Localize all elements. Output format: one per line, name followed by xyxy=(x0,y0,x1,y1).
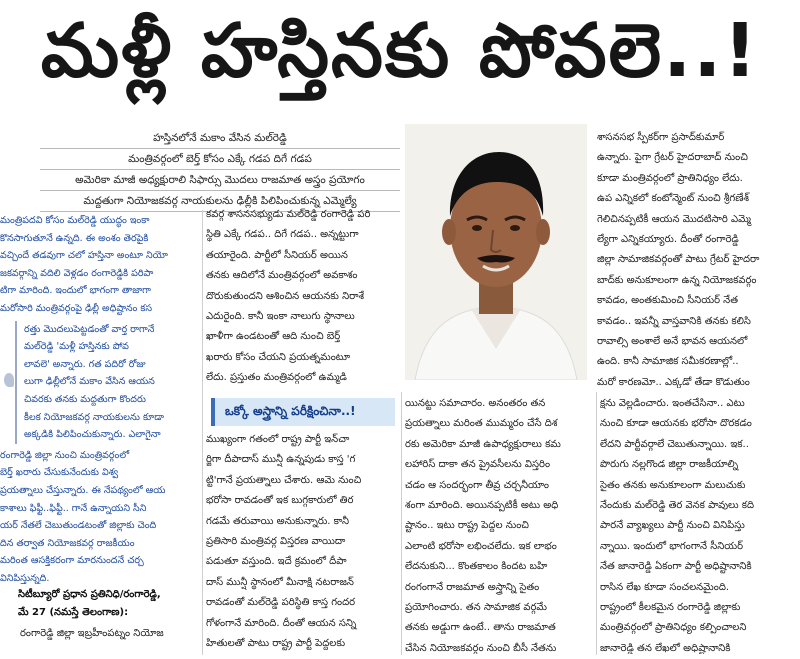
article-line: దాస్ మున్షీ స్థానంలో మీనాక్షి నటరాజన్ xyxy=(206,576,354,588)
subheading: అమెరికా మాజీ అధ్యక్షురాలి సిఫార్సు మొదలు రాజమాత అస్త్రం ప్రయోగం xyxy=(40,170,400,191)
article-line: రాష్ట్రంలో కీలకమైన రంగారెడ్డి జిల్లాకు xyxy=(600,602,741,614)
quote-line: కీలక నియోజకవర్గ నాయకులను కూడా xyxy=(24,411,164,423)
article-line: న్నాయి. ఇందులో భాగంగానే సీనియర్ xyxy=(600,540,744,552)
intro-line: ప్రయత్నాలు చేస్తున్నారు. ఈ నేపథ్యంలో ఆయ xyxy=(0,484,166,496)
subheadings xyxy=(40,128,400,212)
pull-quote xyxy=(24,321,196,444)
article-line: మరో కారణమో.. ఎక్కడో తేడా కొడుతుం xyxy=(597,376,750,388)
article-line: పడుతూ వస్తుంది. ఇదే క్రమంలో దీపా xyxy=(206,556,347,568)
quote-line: మల్‌రెడ్డి 'మళ్లీ హస్తినకు పోవ xyxy=(24,341,129,353)
column-divider xyxy=(202,210,203,655)
article-line: శాసనసభ స్పీకర్‌గా ప్రసాద్‌కుమార్ xyxy=(597,132,725,143)
article-line: ఎదురైంది. కానీ ఇంకా నాలుగు స్థానాలు xyxy=(206,311,355,323)
article-line: ఉన్నారు. పైగా గ్రేటర్ హైదరాబాద్ నుంచి xyxy=(597,152,748,164)
quote-line: అక్కడికి పిలిపించుకున్నారు. ఎలాగైనా xyxy=(24,429,161,441)
intro-line: యర్ నేతలే చెబుతుండటంతో జిల్లాకు చెంది xyxy=(0,520,157,532)
article-line: చేసిన నియోజకవర్గం నుంచి బీసీ నేతను xyxy=(405,642,557,654)
article-line: ముఖ్యంగా గతంలో రాష్ట్ర పార్టీ ఇన్‌చా xyxy=(206,434,350,445)
quote-line: లావలె' అన్నారు. గత పదిరో రోజు xyxy=(24,358,146,370)
article-line: జిల్లా సామాజికవర్గంతో పాటు గ్రేటర్ హైదరా xyxy=(597,254,760,266)
byline-date: మే 27 (నమస్తే తెలంగాణ): xyxy=(18,607,129,618)
byline-reporter: సిటీబ్యూరో ప్రధాన ప్రతినిధి/రంగారెడ్డి, xyxy=(18,589,161,600)
article-line: రాసిన లేఖ కూడా సంచలనమైంది. xyxy=(600,581,730,593)
article-line: ఉప ఎన్నికలో కంటోన్మెంట్ నుంచి శ్రీగణేశ్ xyxy=(597,193,749,205)
article-line: యినట్టు సమాచారం. అనంతరం తన xyxy=(405,398,546,409)
intro-line: జకవర్గాన్ని వదిలి వెళ్లడం రంగారెడ్డికి పరిపా xyxy=(0,267,154,279)
article-line: జానారెడ్డి తన లేఖలో అధిష్టానానికి xyxy=(600,642,731,654)
article-line: ప్రయత్నాలు మరింత ముమ్మరం చేసే దిశ xyxy=(405,418,558,430)
article-line: నేందుకు మల్‌రెడ్డి తెర వెనక పావులు కది xyxy=(600,500,755,512)
article-line: ష్టానం.. ఇటు రాష్ట్ర పెద్దల నుంచి xyxy=(405,520,529,532)
article-column-b xyxy=(405,394,595,654)
intro-line: బెర్త్ ఖరారు చేసుకునేందుకు విశ్వ xyxy=(0,467,119,479)
section-banner: ఒక్కో అస్త్రాన్ని పరీక్షించినా..! xyxy=(211,398,395,426)
article-line: లేదు. ప్రస్తుతం మంత్రివర్గంలో ఉమ్మడి xyxy=(206,372,347,384)
quote-line: చివరకు తనకు మద్దతుగా కొందరు xyxy=(24,393,146,405)
intro-line: వచ్చిందే తడవుగా చలో హస్తినా అంటూ నియో xyxy=(0,250,168,262)
article-line: కావడం, అంతకుమించి సీనియర్ నేత xyxy=(597,295,738,307)
article-line xyxy=(206,654,399,655)
intro-line: మరోసారి మంత్రివర్గంపై ఢిల్లీ అధిష్టానం కస xyxy=(0,302,152,314)
article-line: రంగంగానే రాజమాత అస్త్రాన్ని సైతం xyxy=(405,581,540,593)
intro-line: కొనసాగుతూనే ఉన్నది. ఈ అంశం తెరపైకి xyxy=(0,232,149,244)
intro-highlight xyxy=(0,212,196,584)
article-line: చడం ఆ సందర్భంగా తీవ్ర చర్చనీయాం xyxy=(405,479,550,491)
article-line: కూడా మంత్రివర్గంలో ప్రాతినిధ్యం లేదు. xyxy=(597,172,743,184)
article-line: నేత జానారెడ్డి ఏకంగా పార్టీ అధిష్టానానికి xyxy=(600,561,752,573)
subheading: మంత్రివర్గంలో బెర్త్ కోసం ఎక్కే గడప దిగే గడప xyxy=(40,149,400,170)
subheading: మద్దతుగా నియోజకవర్గ నాయకులను ఢిల్లీకి పిలిపించుకున్న ఎమ్మెల్యే xyxy=(40,191,400,212)
article-line: శంగా మారింది. అయినప్పటికీ అటు అధి xyxy=(405,500,559,512)
article-line: కావడం.. ఇవన్నీ వాస్తవానికి తనకు కలిసి xyxy=(597,315,751,327)
intro-line: మంత్రిపదవి కోసం మల్‌రెడ్డి యుద్ధం ఇంకా xyxy=(0,215,150,226)
article-line: దొరుకుతుందని ఆశించిన ఆయనకు నిరాశే xyxy=(206,290,364,302)
article-line: తనకు అడ్డుగా ఉంటే.. తాను రాజమాత xyxy=(405,622,556,634)
article-line: గెలిచినప్పటికీ ఆయన మొదటిసారి ఎమ్మె xyxy=(597,213,752,225)
article-line: లేదనుకుని... కొంతకాలం కిందట బహి xyxy=(405,561,548,573)
article-line: నుంచి కూడా ఆయనకు భరోసా దొరకడం xyxy=(600,418,752,430)
article-line: మంత్రివర్గంలో ప్రాతినిధ్యం కల్పించాలని xyxy=(600,622,747,634)
article-column-a xyxy=(206,430,399,655)
intro-line: కాశాలు ఫిఫ్టీ..ఫిఫ్టీ.. గానే ఉన్నాయని సీని xyxy=(0,502,147,514)
article-line: బాద్‌కు అనుకూలంగా ఉన్న నియోజకవర్గం xyxy=(597,274,757,286)
article-line: పారనే వ్యాఖ్యలు పార్టీ నుంచి వినిపిస్తు xyxy=(600,520,745,532)
intro-line: టిగా మారింది. ఇందులో భాగంగా తాజాగా xyxy=(0,285,151,297)
article-line: ఖరారు కోసం చేయని ప్రయత్నమంటూ xyxy=(206,351,351,363)
intro-line: దిన తర్వాత నియోజకవర్గ రాజకీయం xyxy=(0,537,135,549)
article-line: హితులతో పాటు రాష్ట్ర పార్టీ పెద్దలకు xyxy=(206,638,346,650)
article-line: పొరుగు నల్లగొండ జిల్లా రాజకీయాల్ని xyxy=(600,459,739,471)
article-line: ఖాళీగా ఉండటంతో ఆది నుంచి బెర్త్ xyxy=(206,331,341,343)
article-line: ట్టి'గానే ప్రయత్నాలు చేశారు. ఆమె నుంచి xyxy=(206,474,362,486)
article-line: భరోసా రావడంతో ఇక బుగ్గకారులో తిర xyxy=(206,495,354,507)
politician-portrait xyxy=(405,124,587,380)
article-line: ప్రయోగించారు. తన సామాజిక వర్గమే xyxy=(405,602,547,614)
article-line: లేదని పార్టీవర్గాలే చెబుతున్నాయి. ఇక.. xyxy=(600,438,749,450)
article-line: గడమే తరువాయి అనుకున్నారు. కానీ xyxy=(206,515,350,527)
quote-mark-icon xyxy=(4,373,14,387)
headline: మళ్లీ హస్తినకు పోవలె..! xyxy=(40,8,760,94)
quote-line: లుగా ఢిల్లీలోనే మకాం వేసిన ఆయన xyxy=(24,376,155,388)
quote-bar xyxy=(15,321,17,444)
article-line: రావాల్సి అంశాలే అనే భావన ఆయనలో xyxy=(597,336,748,348)
column-divider xyxy=(596,392,597,655)
article-line: రకు అమెరికా మాజీ ఉపాధ్యక్షురాలు కమ xyxy=(405,438,561,450)
byline xyxy=(18,586,198,622)
article-line: ప్రతిసారి మంత్రివర్గ విస్తరణ వాయిదా xyxy=(206,536,346,548)
intro-line: వినిపిస్తున్నది. xyxy=(0,572,50,584)
article-line: ర్జిగా దీపాదాస్ మున్షీ ఉన్నపుడు కాస్త 'గ xyxy=(206,454,356,466)
intro-line: రంగారెడ్డి జిల్లా నుంచి మంత్రివర్గంలో xyxy=(0,449,130,461)
article-line: లహారిస్ దాకా తన ప్రైవసీలను విస్తరిం xyxy=(405,459,551,471)
article-line: గోళంగానే మారింది. దీంతో ఆయన సన్ని xyxy=(206,617,357,629)
article-line: కవర్గ శాసనసభ్యుడు మల్‌రెడ్డి రంగారెడ్డి పరి xyxy=(206,209,371,220)
article-line: ల్యేగా ఎన్నికయ్యారు. దీంతో రంగారెడ్డి xyxy=(597,234,739,246)
intro-line: మరింత ఆసక్తికరంగా మారనుందనే చర్చ xyxy=(0,555,144,567)
article-line: తనకు ఆదిలోనే మంత్రివర్గంలో అవకాశం xyxy=(206,270,358,282)
article-line: ఎలాంటి భరోసా లభించలేదు. ఇక లాభం xyxy=(405,540,557,552)
article-column-right-top xyxy=(597,128,793,388)
article-line: సైతం తనకు అనుకూలంగా మలుచుకు xyxy=(600,479,746,491)
article-line: రావడంతో మల్‌రెడ్డి పరిస్థితి కాస్త గందర xyxy=(206,597,356,609)
quote-line: రత్తు మొదలుపెట్టడంతో వార్త రాగానే xyxy=(24,323,155,335)
article-line: తయారైంది. పార్టీలో సీనియర్ అయిన xyxy=(206,249,348,261)
subheading: హస్తినలోనే మకాం వేసిన మల్‌రెడ్డి xyxy=(40,128,400,149)
column-divider xyxy=(401,392,402,655)
article-column-mid-top xyxy=(206,205,402,389)
article-line: ఉంది. కానీ సామాజిక సమీకరణాల్లో.. xyxy=(597,356,739,368)
article-column-c xyxy=(600,394,793,654)
lead-line: రంగారెడ్డి జిల్లా ఇబ్రహీంపట్నం నియోజ xyxy=(20,628,164,639)
article-line: స్థితి ఎక్కే గడప.. దిగే గడప.. అన్నట్టుగా xyxy=(206,229,359,241)
article-line: క్షను వెల్లడించారు. ఇంతచేసినా.. ఎటు xyxy=(600,398,745,409)
